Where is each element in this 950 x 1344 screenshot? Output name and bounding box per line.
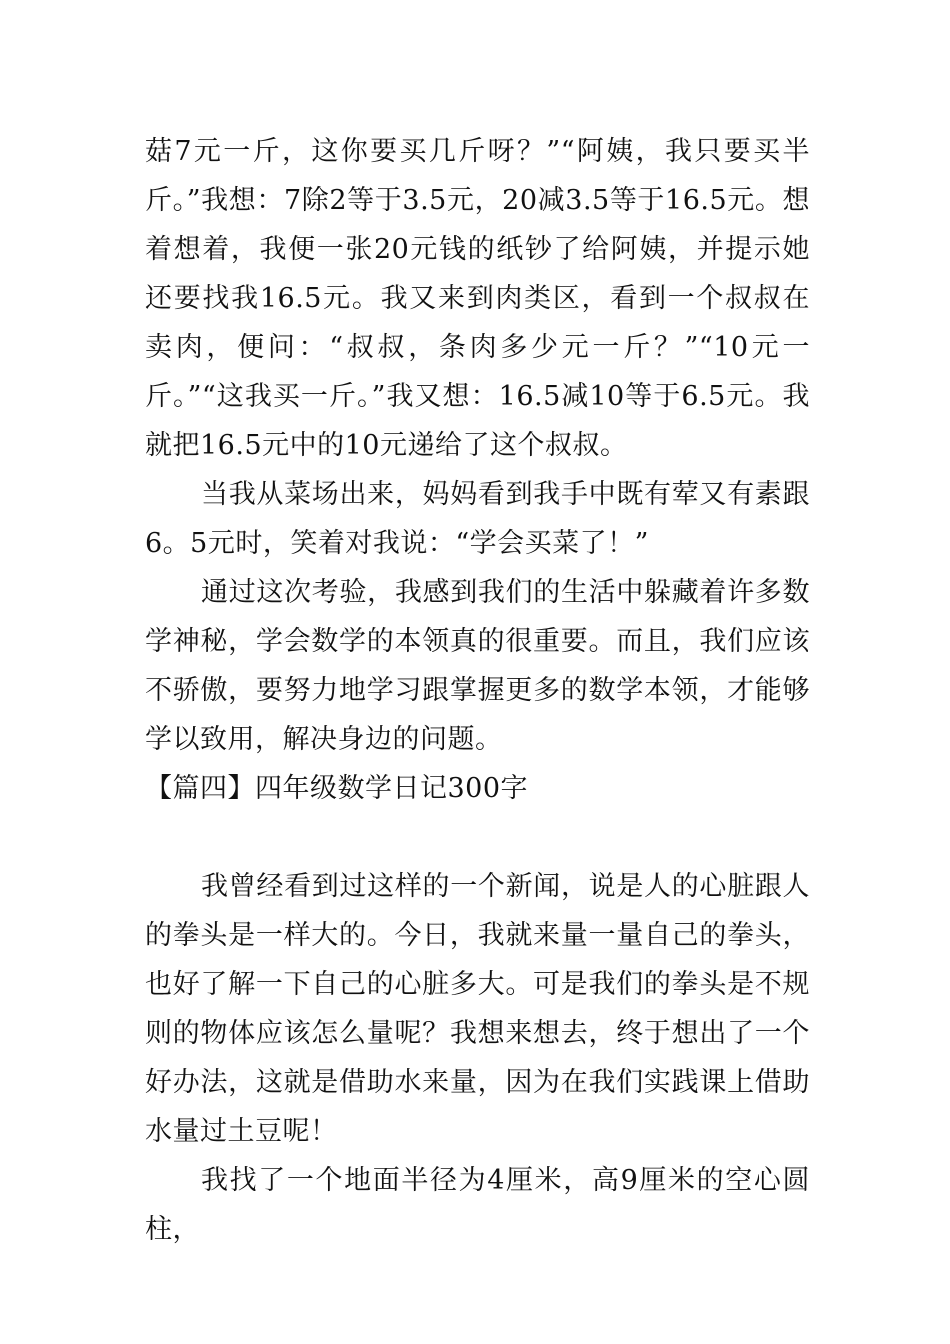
paragraph-5: 我找了一个地面半径为4厘米，高9厘米的空心圆柱， <box>145 1165 810 1245</box>
paragraph-2: 当我从菜场出来，妈妈看到我手中既有荤又有素跟6。5元时，笑着对我说：“学会买菜了！” <box>145 479 810 559</box>
section-heading: 【篇四】四年级数学日记300字 <box>145 773 529 804</box>
paragraph-3: 通过这次考验，我感到我们的生活中躲藏着许多数学神秘，学会数学的本领真的很重要。而且，我们应该不骄傲，要努力地学习跟掌握更多的数学本领，才能够学以致用，解决身边的问题。 <box>145 577 810 755</box>
paragraph-1: 菇7元一斤，这你要买几斤呀？”“阿姨，我只要买半斤。”我想：7除2等于3.5元，20减3.5等于16.5元。想着想着，我便一张20元钱的纸钞了给阿姨，并提示她还要找我16.5元。我又来到肉类区，看到一个叔叔在卖肉，便问：“叔叔，条肉多少元一斤？”“10元一斤。”“这我买一斤。”我又想：16.5减10等于6.5元。我就把16.5元中的10元递给了这个叔叔。 <box>145 136 810 461</box>
heading-spacer <box>145 813 810 862</box>
paragraph-4: 我曾经看到过这样的一个新闻，说是人的心脏跟人的拳头是一样大的。今日，我就来量一量自己的拳头，也好了解一下自己的心脏多大。可是我们的拳头是不规则的物体应该怎么量呢？我想来想去，终于想出了一个好办法，这就是借助水来量，因为在我们实践课上借助水量过土豆呢！ <box>145 871 810 1147</box>
document-body <box>145 127 810 1254</box>
